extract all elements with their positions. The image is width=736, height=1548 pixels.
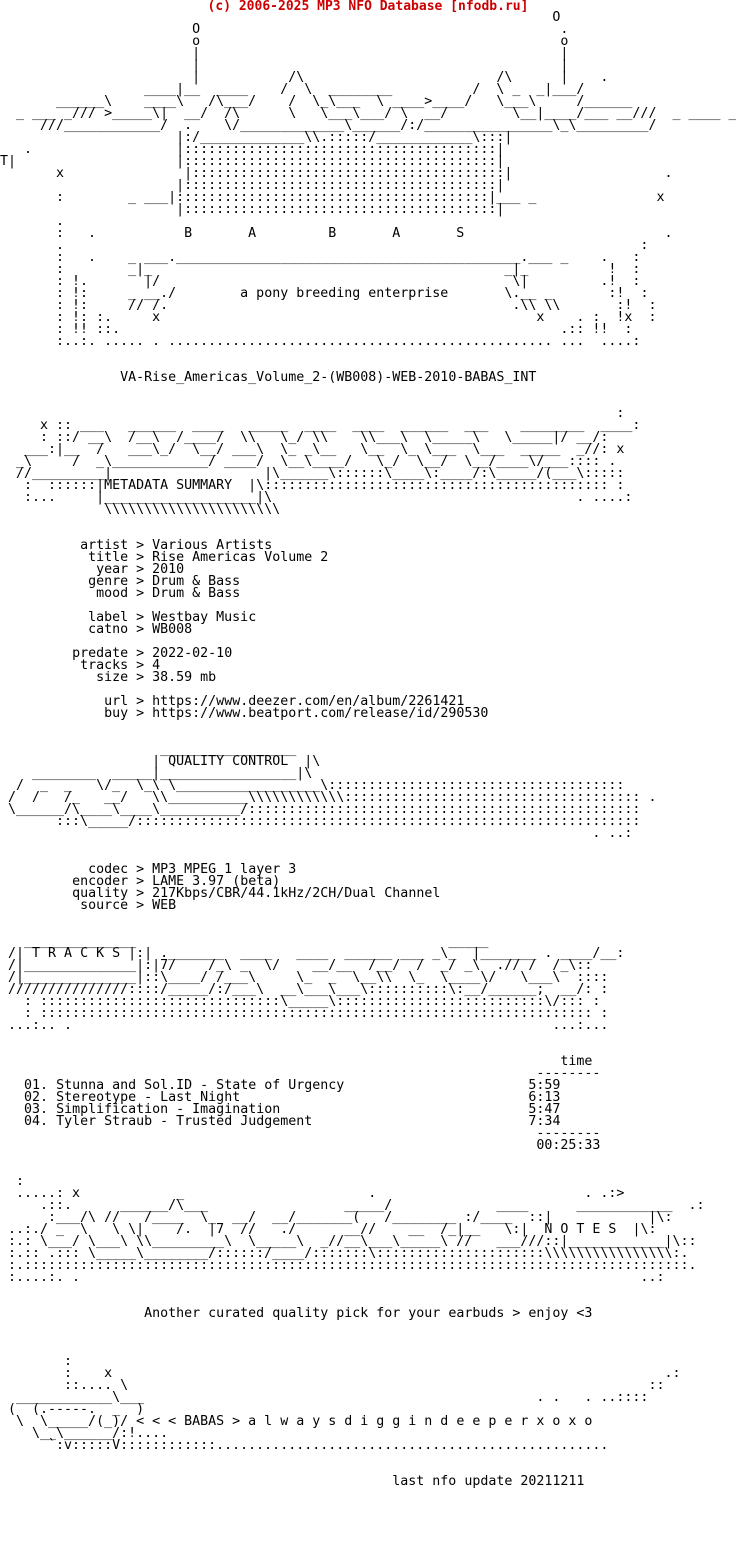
tracks-banner: ______________ _____ /| xyxy=(8,934,489,961)
footer-art: : : x .: ::.... \ :: ____________\___ . . . ..:::: ( (.-----. _ ) \ \_____/(_)/ < xyxy=(8,1354,681,1429)
site-credit: (c) 2006-2025 MP3 NFO Database [nfodb.ru] xyxy=(207,0,529,14)
quality-banner: _________________ | xyxy=(152,742,297,769)
track-row: 03. xyxy=(24,1102,49,1117)
metadata-banner: : x :: ___ ______ ____ _____ ____ ____ ______ ___ ________ ____: : ::/ __\ /__\ /____/ \\ \_/ \\ \\___\ \_____\ \_____|/ __/: ___:|__ / ___\_/ \__/ ___\ \_ _\__ \__ \_ \___ \___ _____ _//: x _\ / _\____________/ ____/ \__\____/ \_/ \__/ \__/____\/___:::: . //_________| |\______\::::::\____\:____/:\_____/(___\::::: : ::::::| xyxy=(16,406,641,493)
track-row: 04. xyxy=(24,1114,49,1129)
notes-banner: : .....: x _ . . .:> .::. ______/\___ _____/ ____ ____________ .: :___/\ // /____ \_ __/ __/_______( /________ :/____ ::| |\: ..:./ _ \ \ \| /. |7 // ./ __// __ /_|__ \:| xyxy=(8,1174,705,1237)
update-date: last nfo update 20211211 xyxy=(392,1474,585,1489)
footer-slogan: < < BABAS > a l w a y s d i g g i n d e e p e r x o x o xyxy=(152,1414,593,1429)
notes-text: Another curated quality pick for your earbuds > enjoy <3 xyxy=(144,1306,593,1321)
metadata-list: artist > Various Artists title > Rise Americas Volume 2 year > 2010 genre > Drum & Bass mood > Drum & Bass label > Westbay Music catno > WB008 predate > 2022-02-10 tracks > 4 size > 38.59 mb url > https://www.deezer.com/en/album/2261421 buy > https://www.beatport.com/release/id/290530 xyxy=(72,538,489,721)
logo-letters: B A B A S xyxy=(184,226,465,241)
time-header: time xyxy=(560,1054,593,1069)
logo-tagline: a pony breeding enterprise xyxy=(240,286,449,301)
track-row: 02. xyxy=(24,1090,49,1105)
quality-list: codec > MP3 MPEG 1 layer 3 encoder > LAME 3.97 (beta) quality > 217Kbps/CBR/44.1kHz/2CH/Dual Channel source > WEB xyxy=(72,862,441,913)
track-row: 01. xyxy=(24,1078,49,1093)
release-name: VA-Rise_Americas_Volume_2-(WB008)-WEB-2010-BABAS_INT xyxy=(120,370,537,385)
quality-title: QUALITY CONTROL xyxy=(168,754,289,769)
tracklist: time -------- 01. Stunna and Sol.ID - State of Urgency 5:59 02. Stereotype - Last Night 6:13 03. Simplification - Imagination 5:47 04. Tyler Straub - Trusted Judgement 7:34 -------- 00:25:33 xyxy=(24,1054,601,1153)
logo-art: O O . o o | | | | | /\ /\ | . ____|__ ____ / \ ________ / \ _ _|___/ ______\ ____\ /\___/ / \_\___ \ ____>____/ \___\ /______ _ ___ _/// >_____\| __/ /\ \ \___\___/ \ __/ \__|____/___ __/// _ ____ _ ///____________/ . \/_____________\______/:/________________\_\_________/ |:/_____________\\.:::::/____________\:::| . |:::::::::::::::::::::::::::::::::::::::| T| |:::::::::::::::::::::::::::::::::::::::| x |:::::::::::::::::::::::::::::::::::::::| . |:::::::::::::::::::::::::::::::::::::::| : _ ___|:::::::::::::::::::::::::::::::::::::::|___ _ x |:::::::::::::::::::::::::::::::::::::::| . : . xyxy=(0,10,736,241)
tracks-title: T R A C K S xyxy=(32,946,121,961)
total-time: 00:25:33 xyxy=(536,1138,601,1153)
nfo-text: O O . o o | | | | | /\ /\ | . ____|__ ____ / \ ________ / \ _ _|___/ ______\ ____\ /\___/ / \_\___ \ ____>____/ \___\ /______ _ ___ _/// >_____\| __/ /\ \ \___\___/ \ __/ \__|____/___ __/// _ ____ _ ///____________/ . \/_____________\______/:/________________\_\_________/ |:/_____________\\.:::::/____________\:::| . |:::::::::::::::::::::::::::::::::::::::| T| |:::::::::::::::::::::::::::::::::::::::| x |:::::::::::::::::::::::::::::::::::::::| . |:::::::::::::::::::::::::::::::::::::::| : _ ___|:::::::::::::::::::::::::::::::::::::::|___ _ x |:::::::::::::::::::::::::::::::::::::::| . : . B A B A S . . : : . _ ___.___________________________________________.___ _ . : : _|_ _|_ ! : : !. |/ \| .! : : !: _ __./ a pony breeding enterprise \.__ _ :! : : !: // /. .\\ \\ :! : : !: :. x x . : !x : : !! ::. .:: !! : :..:. ..... . ................................................ ... ....: VA-Rise_Americas_Volume_2-(WB008)-WEB-2010-BABAS_INT : x :: ___ ______ ____ _____ ____ ____ ______ ___ ________ ____: : ::/ __\ /__\ /____/ \\ \_/ \\ \\___\ \_____\ \_____|/ __/: ___:|__ / ___\_/ \__/ ___\ \_ _\__ \__ \_ \___ \___ _____ _//: x _\ / _\____________/ ____/ \__\____/ \_/ \__/ \__/____\/___:::: . //_________| |\______\::::::\____\:____/:\_____/(___\::::: : ::::::|METADATA SUMMARY |\::::::::::::::::::::::::::::::::::::::::::: : :... |___________________|\ . ....: \\\\\\\\\\\\\\\\\\\\\\ artist > Various Artists title > Rise Americas Volume 2 year > 2010 genre > Drum & Bass mood > Drum & Bass label > Westbay Music catno > WB008 predate > 2022-02-10 tracks > 4 size > 38.59 mb url > https://www.deezer.com/en/album/2261421 buy > https://www.beatport.com/release/id/290530 _________________ | QUALITY CONTROL |\ ________ _____|_________________|\ / _ _ \/_ \_\ \__________________\::::::::::::::::::::::::::::::::::::: / / /_ __/ \\__________\\\\\\\\\\\\::::::::::::::::::::::::::::::::::::: . \______/\____\____\__________/::::::::::::::::::::::::::::::::::::::::::::::::: :::\_____/::::::::::::::::::::::::::::::::::::::::::::::::::::::::::::::: . ..: codec > MP3 MPEG 1 layer 3 encoder > LAME 3.97 (beta) quality > 217Kbps/CBR/44.1kHz/2CH/Dual Channel source > WEB ______________ _____ /| T R A C K S |:| ._______ ____ ____ ______ ___ _\_ |_______ . ____/__: /|______________|:|7/ /_\ _ \/ __/__ /__/ / _/ _\ .// / /_\:: /|______________|::\____/ /___\ \_ _ \__\\ \_ \____\/ \___\ :::: ///////////////::::/_____/:/___\ __\___\___\::::::::::\:__/______; __/: : : ::::::::::::::::::::::::::::::\_____\::::::::::::::::::::::::::\/::: : : ::::::::::::::::::::::::::::::::::::::::::::::::::::::::::::::::::::: : ...:.. . ...:... time -------- 01. Stunna and Sol.ID - State of Urgency 5:59 02. Stereotype - Last Night 6:13 03. Simplification - Imagination 5:47 04. Tyler Straub - Trusted Judgement 7:34 -------- 00:25:33 : .....: x _ . . .:> .::. ______/\___ _____/ ____ ____________ .: :___/\ // /____ \_ __/ __/_______( /________ :/____ ::| |\: ..:./ _ \ \ \| /. |7 // ./ __// __ /_|__ \:| N O T E S |\: :.: \___/ \___\ \\_________\ \_____\ _//__\___\_____\ // ___///::|____________|\:: :.:: .::: \_____\________/::::::/____/:::::::\:::::::::::::::::::::\\\\\\\\\\\\\\\\:. :.:::::::::::::::::::::::::::::::::::::::::::::::::::::::::::::::::::::::::::::::::::. :....:. . ..: Another curated quality pick for your earbuds > enjoy <3 : : x .: ::.... \ :: ____________\___ . . . ..:::: ( (.-----. _ ) \ \_____/(_)/ < < < BABAS > a l w a y s d i g g i n d e e p e r x o x o \__\______/:!.... `:v:::::V::::::::::::................................................. last nfo update 20211211 xyxy=(0,10,736,1489)
notes-title: N O T E S xyxy=(544,1222,617,1237)
metadata-title: METADATA SUMMARY xyxy=(104,478,233,493)
